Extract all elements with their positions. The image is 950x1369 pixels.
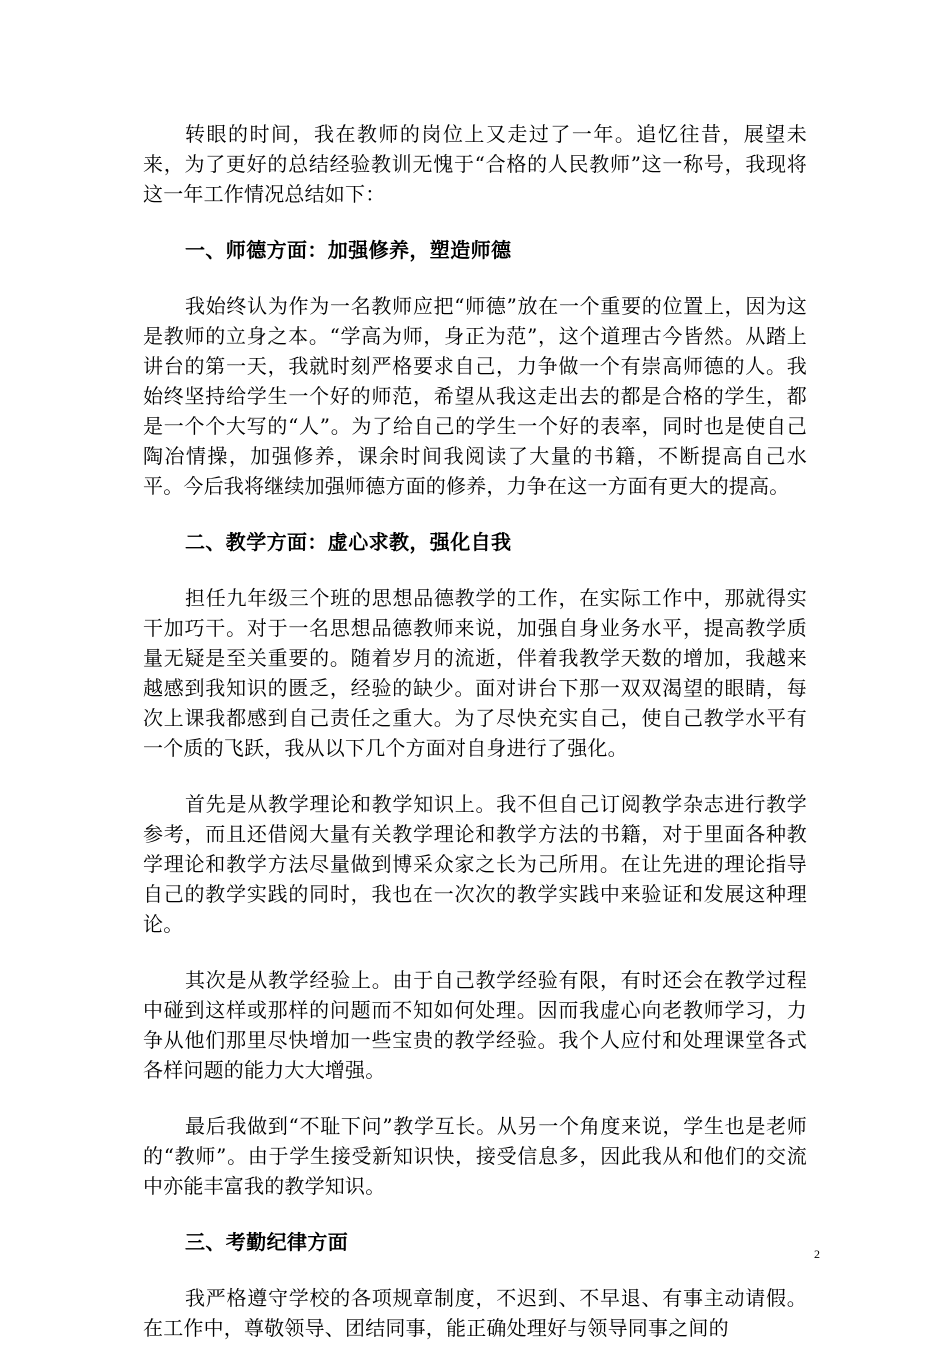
document-body [143,119,807,1369]
teaching-paragraph: 担任九年级三个班的思想品德教学的工作，在实际工作中，那就得实干加巧干。对于一名思想品德教师来说，加强自身业务水平，提高教学质量无疑是至关重要的。随着岁月的流逝，伴着我教学天数的增加，我越来越感到我知识的匮乏，经验的缺少。面对讲台下那一双双渴望的眼睛，每次上课我都感到自己责任之重大。为了尽快充实自己，使自己教学水平有一个质的飞跃，我从以下几个方面对自身进行了强化。 [143,586,807,760]
intro-paragraph: 转眼的时间，我在教师的岗位上又走过了一年。追忆往昔，展望未来，为了更好的总结经验教训无愧于“合格的人民教师”这一称号，我现将这一年工作情况总结如下： [143,122,807,206]
attendance-paragraph: 我严格遵守学校的各项规章制度，不迟到、不早退、有事主动请假。在工作中，尊敬领导、团结同事，能正确处理好与领导同事之间的 [143,1286,807,1340]
page-number: 2 [814,1247,820,1261]
ethics-paragraph: 我始终认为作为一名教师应把“师德”放在一个重要的位置上，因为这是教师的立身之本。“学高为师，身正为范”，这个道理古今皆然。从踏上讲台的第一天，我就时刻严格要求自己，力争做一个有崇高师德的人。我始终坚持给学生一个好的师范，希望从我这走出去的都是合格的学生，都是一个个大写的“人”。为了给自己的学生一个好的表率，同时也是使自己陶冶情操，加强修养，课余时间我阅读了大量的书籍，不断提高自己水平。今后我将继续加强师德方面的修养，力争在这一方面有更大的提高。 [143,294,807,498]
section-heading-teaching: 二、教学方面：虚心求教，强化自我 [185,530,512,554]
teaching-students-paragraph: 最后我做到“不耻下问”教学互长。从另一个角度来说，学生也是老师的“教师”。由于学生接受新知识快，接受信息多，因此我从和他们的交流中亦能丰富我的教学知识。 [143,1114,807,1198]
section-heading-attendance: 三、考勤纪律方面 [185,1230,349,1254]
teaching-experience-paragraph: 其次是从教学经验上。由于自己教学经验有限，有时还会在教学过程中碰到这样或那样的问题而不知如何处理。因而我虚心向老教师学习，力争从他们那里尽快增加一些宝贵的教学经验。我个人应付和处理课堂各式各样问题的能力大大增强。 [143,968,807,1082]
section-heading-ethics: 一、师德方面：加强修养，塑造师德 [185,238,512,262]
teaching-theory-paragraph: 首先是从教学理论和教学知识上。我不但自己订阅教学杂志进行教学参考，而且还借阅大量有关教学理论和教学方法的书籍，对于里面各种教学理论和教学方法尽量做到博采众家之长为己所用。在让先进的理论指导自己的教学实践的同时，我也在一次次的教学实践中来验证和发展这种理论。 [143,792,807,936]
